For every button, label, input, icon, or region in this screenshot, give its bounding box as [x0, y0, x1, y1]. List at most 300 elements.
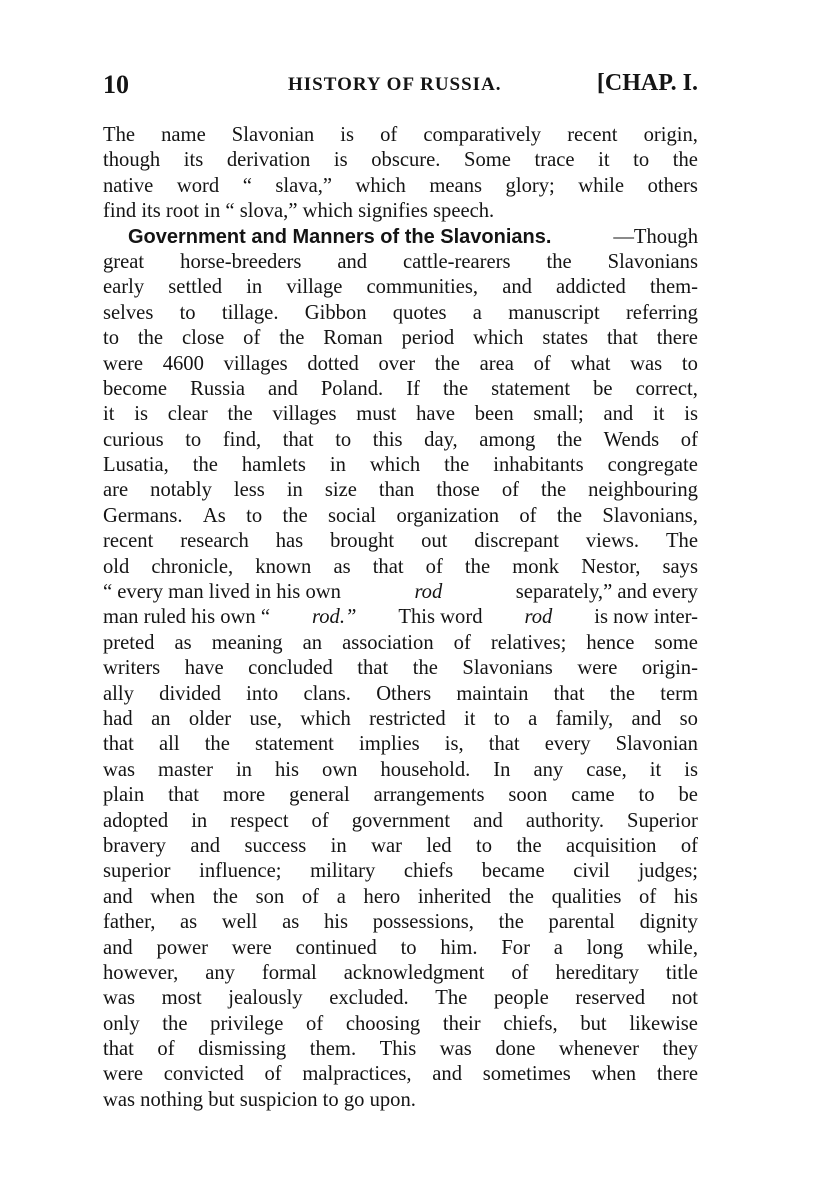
word: the: [556, 428, 583, 451]
word: native: [103, 174, 154, 197]
word: is: [333, 149, 348, 172]
word: so: [679, 707, 698, 730]
word: possessions,: [372, 911, 474, 934]
word: was: [439, 1038, 472, 1061]
word: of: [519, 504, 537, 527]
paragraph-1: [103, 123, 698, 225]
word: inherited: [417, 885, 492, 908]
paragraph-2: [103, 225, 698, 1114]
word: came: [571, 784, 615, 807]
word: villages: [223, 352, 288, 375]
word: master: [158, 758, 213, 781]
word: the: [516, 834, 542, 857]
word: his: [323, 911, 348, 934]
word: the: [282, 504, 308, 527]
section-heading: Government and Manners of the Slavonians.: [128, 225, 552, 248]
text-line: [103, 961, 698, 986]
word: Slavonian: [231, 124, 315, 146]
word: are: [103, 479, 129, 502]
word: villages: [272, 403, 337, 426]
word: dignity: [639, 911, 698, 934]
word: the: [412, 657, 438, 680]
word: the: [204, 733, 230, 756]
word: that: [488, 733, 520, 756]
word: it: [653, 403, 665, 426]
word: and: [432, 1063, 462, 1086]
word: older: [188, 707, 232, 730]
word: its: [183, 149, 204, 172]
word: authority.: [525, 809, 604, 832]
text-line: was nothing but suspicion to go upon.: [103, 1088, 416, 1111]
word: Russia: [190, 377, 246, 400]
word: war: [371, 834, 402, 857]
word: qualities: [551, 885, 622, 908]
word: what: [570, 352, 611, 375]
text-line: [103, 707, 698, 732]
word: period: [401, 327, 455, 350]
word: than: [378, 479, 415, 502]
word: among: [479, 428, 536, 451]
word: were: [103, 1063, 144, 1086]
text-line: [103, 453, 698, 478]
word: continued: [295, 936, 377, 959]
heading-line: [103, 225, 698, 250]
text-line: [103, 529, 698, 554]
word: close: [181, 327, 225, 350]
text-line: [103, 1012, 698, 1037]
word: derivation: [226, 149, 311, 172]
word: when: [591, 1063, 637, 1086]
word: the: [546, 250, 572, 273]
word: an: [151, 707, 171, 730]
text-line: [103, 834, 698, 859]
word: a: [336, 885, 346, 908]
word: the: [540, 479, 567, 502]
word: ally: [103, 682, 134, 705]
word: relatives;: [490, 631, 567, 654]
word: as: [282, 911, 300, 934]
text-fragment: —Though: [613, 225, 698, 248]
word: malpractices,: [302, 1063, 412, 1086]
word: those: [436, 479, 480, 502]
word: while: [578, 174, 625, 197]
word: they: [662, 1038, 698, 1061]
word: and: [502, 276, 532, 299]
word: curious: [103, 428, 164, 451]
word: manuscript: [508, 301, 600, 324]
word: be: [593, 377, 613, 400]
word: out: [421, 530, 448, 553]
text-line: [103, 656, 698, 681]
word: slava,”: [275, 174, 332, 197]
word: the: [672, 149, 698, 172]
word: and: [103, 885, 133, 908]
word: was: [103, 987, 136, 1010]
word: the: [434, 352, 460, 375]
word: as: [333, 555, 351, 578]
word: father,: [103, 911, 156, 934]
word: Slavonians,: [602, 504, 698, 527]
word: maintain: [456, 682, 529, 705]
word: Slavonian: [615, 733, 698, 756]
word: parental: [548, 911, 615, 934]
word: long: [586, 936, 624, 959]
word: to: [400, 936, 417, 959]
word: to: [638, 784, 655, 807]
word: to: [103, 327, 120, 350]
word: notably: [150, 479, 212, 502]
text-line: [103, 859, 698, 884]
word: dotted: [307, 352, 359, 375]
word: were: [577, 657, 618, 680]
word: when: [150, 885, 196, 908]
word: As: [202, 504, 226, 527]
word: neighbouring: [588, 479, 698, 502]
word: well: [221, 911, 258, 934]
word: to: [185, 428, 202, 451]
word: him.: [440, 936, 478, 959]
word: was: [630, 352, 663, 375]
word: judges;: [638, 860, 698, 883]
word: them-: [649, 276, 698, 299]
word: great: [103, 250, 145, 273]
word: is: [684, 403, 698, 426]
word: excluded.: [329, 987, 409, 1010]
word: to: [335, 428, 352, 451]
word: hereditary: [555, 961, 639, 984]
word: find,: [222, 428, 262, 451]
word: that: [282, 428, 314, 451]
word: cattle-rearers: [403, 250, 511, 273]
word: the: [556, 504, 583, 527]
word: and: [190, 834, 221, 857]
word: obscure.: [371, 149, 441, 172]
word: In: [493, 758, 511, 781]
text-line: [103, 986, 698, 1011]
word: Slavonians: [607, 250, 698, 273]
word: clear: [167, 403, 208, 426]
word: acknowledgment: [343, 961, 485, 984]
word: any: [533, 758, 564, 781]
word: hero: [363, 885, 401, 908]
word: household.: [380, 758, 471, 781]
word: while,: [647, 936, 698, 959]
text-line-rod: [103, 580, 698, 605]
word: any: [205, 961, 235, 984]
word: social: [328, 504, 377, 527]
text-line: [103, 885, 698, 910]
word: bravery: [103, 834, 166, 857]
word: became: [481, 860, 545, 883]
word: If: [406, 377, 420, 400]
word: known: [255, 555, 312, 578]
word: of: [511, 961, 529, 984]
word: writers: [103, 657, 161, 680]
word: says: [662, 555, 698, 578]
word: addicted: [556, 276, 626, 299]
word: government: [351, 809, 451, 832]
word: congregate: [607, 454, 698, 477]
text-line: [103, 1037, 698, 1062]
text-line: [103, 275, 698, 300]
word: respect: [230, 809, 289, 832]
word: the: [464, 555, 491, 578]
word: Slavonians: [462, 657, 553, 680]
word: in: [235, 758, 252, 781]
word: though: [103, 149, 161, 172]
text-line: [103, 174, 698, 199]
word: that: [103, 1038, 134, 1061]
word: “: [242, 174, 252, 197]
word: led: [426, 834, 452, 857]
word: whenever: [558, 1038, 639, 1061]
word: the: [498, 911, 524, 934]
word: clans.: [303, 682, 351, 705]
text-line: [103, 732, 698, 757]
word: adopted: [103, 809, 169, 832]
word: in: [246, 276, 263, 299]
word: there: [656, 327, 698, 350]
word: to: [681, 352, 698, 375]
word: is,: [444, 733, 464, 756]
word: has: [275, 530, 304, 553]
word: of: [264, 1063, 282, 1086]
word: use,: [249, 707, 283, 730]
word: Poland.: [320, 377, 384, 400]
word: it: [649, 758, 662, 781]
text-line: [103, 428, 698, 453]
text-fragment: separately,” and every: [515, 581, 698, 604]
text-line: [103, 352, 698, 377]
word: this: [372, 428, 403, 451]
text-line: [103, 809, 698, 834]
word: formal: [261, 961, 317, 984]
word: it: [598, 149, 610, 172]
word: it: [103, 403, 115, 426]
word: of: [243, 327, 261, 350]
word: but: [580, 1012, 607, 1035]
word: of: [639, 885, 657, 908]
word: area: [479, 352, 514, 375]
word: have: [184, 657, 224, 680]
word: hamlets: [241, 454, 306, 477]
word: of: [380, 124, 398, 146]
word: Lusatia,: [103, 454, 169, 477]
word: some: [654, 631, 698, 654]
word: the: [227, 403, 253, 426]
word: his: [673, 885, 698, 908]
word: that: [168, 784, 199, 807]
word: be: [678, 784, 698, 807]
word: of: [306, 1012, 324, 1035]
word: origin,: [643, 124, 698, 146]
word: name: [161, 124, 206, 146]
word: jealously: [228, 987, 303, 1010]
word: Others: [376, 682, 432, 705]
word: dismissing: [198, 1038, 287, 1061]
word: soon: [508, 784, 548, 807]
text-line: [103, 682, 698, 707]
word: settled: [168, 276, 223, 299]
text-fragment: man ruled his own “: [103, 606, 271, 629]
word: the: [212, 885, 238, 908]
word: privilege: [210, 1012, 284, 1035]
word: referring: [625, 301, 698, 324]
word: however,: [103, 961, 179, 984]
word: which: [300, 707, 351, 730]
word: of: [453, 631, 471, 654]
word: of: [533, 352, 551, 375]
word: word: [176, 174, 220, 197]
word: of: [680, 834, 698, 857]
word: people: [493, 987, 549, 1010]
page-number: 10: [103, 70, 129, 99]
word: son: [255, 885, 285, 908]
word: The: [435, 987, 468, 1010]
word: that: [606, 327, 638, 350]
word: Roman: [323, 327, 383, 350]
word: as: [174, 631, 192, 654]
word: divided: [159, 682, 221, 705]
word: communities,: [366, 276, 479, 299]
word: statement: [254, 733, 334, 756]
text-line: [103, 1062, 698, 1087]
word: reserved: [575, 987, 646, 1010]
word: civil: [573, 860, 610, 883]
word: in: [330, 834, 347, 857]
text-line: [103, 478, 698, 503]
word: all: [159, 733, 180, 756]
word: comparatively: [423, 124, 542, 146]
word: tillage.: [221, 301, 279, 324]
text-line: [103, 301, 698, 326]
word: organization: [396, 504, 499, 527]
word: of: [157, 1038, 175, 1061]
word: in: [329, 454, 346, 477]
word: is: [134, 403, 148, 426]
word: the: [192, 454, 218, 477]
word: The: [103, 124, 136, 146]
word: preted: [103, 631, 155, 654]
word: superior: [103, 860, 171, 883]
word: had: [103, 707, 133, 730]
word: Some: [464, 149, 511, 172]
word: to: [476, 834, 493, 857]
text-line: [103, 148, 698, 173]
word: sometimes: [482, 1063, 571, 1086]
word: is: [684, 758, 698, 781]
word: and: [631, 707, 662, 730]
word: to: [633, 149, 650, 172]
word: more: [222, 784, 266, 807]
word: become: [103, 377, 168, 400]
word: association: [342, 631, 434, 654]
word: acquisition: [566, 834, 657, 857]
word: case,: [586, 758, 627, 781]
text-line: [103, 555, 698, 580]
word: the: [444, 454, 470, 477]
text-line: [103, 758, 698, 783]
word: power: [156, 936, 208, 959]
word: and: [268, 377, 298, 400]
word: states: [542, 327, 589, 350]
text-line: [103, 250, 698, 275]
word: The: [665, 530, 698, 553]
word: chronicle,: [151, 555, 234, 578]
word: For: [501, 936, 530, 959]
word: and: [337, 250, 368, 273]
text-fragment: “ every man lived in his own: [103, 581, 341, 604]
word: a: [528, 707, 538, 730]
word: the: [609, 682, 635, 705]
word: chiefs,: [503, 1012, 558, 1035]
word: of: [311, 809, 329, 832]
word: every: [544, 733, 591, 756]
word: likewise: [629, 1012, 698, 1035]
word: a: [472, 301, 482, 324]
text-line-rod: [103, 605, 698, 630]
word: choosing: [345, 1012, 421, 1035]
word: and: [603, 403, 634, 426]
word: were: [103, 352, 144, 375]
word: to: [246, 504, 263, 527]
word: Germans.: [103, 504, 183, 527]
word: quotes: [392, 301, 447, 324]
word: convicted: [163, 1063, 244, 1086]
word: Superior: [626, 809, 698, 832]
word: not: [671, 987, 698, 1010]
text-fragment: This word: [398, 606, 483, 629]
word: research: [180, 530, 249, 553]
word: meaning: [211, 631, 283, 654]
word: selves: [103, 301, 154, 324]
word: glory;: [505, 174, 555, 197]
word: term: [660, 682, 698, 705]
word: there: [656, 1063, 698, 1086]
word: means: [429, 174, 483, 197]
word: influence;: [199, 860, 282, 883]
word: most: [161, 987, 202, 1010]
word: day,: [424, 428, 458, 451]
body-text: [103, 123, 698, 1113]
word: plain: [103, 784, 145, 807]
text-line: [103, 402, 698, 427]
word: his: [274, 758, 300, 781]
word: over: [378, 352, 416, 375]
running-title: HISTORY OF RUSSIA.: [288, 74, 502, 95]
word: have: [416, 403, 455, 426]
word: into: [246, 682, 279, 705]
word: Nestor,: [581, 555, 641, 578]
word: a: [553, 936, 563, 959]
word: views.: [585, 530, 640, 553]
word: correct,: [635, 377, 698, 400]
word: and: [103, 936, 133, 959]
word: which: [473, 327, 524, 350]
text-fragment: is now inter-: [594, 606, 698, 629]
word: horse-breeders: [180, 250, 302, 273]
word: restricted: [369, 707, 446, 730]
word: success: [244, 834, 307, 857]
word: own: [322, 758, 358, 781]
word: the: [508, 885, 534, 908]
word: the: [442, 377, 469, 400]
word: must: [356, 403, 397, 426]
word: early: [103, 276, 145, 299]
word: only: [103, 1012, 140, 1035]
word: less: [233, 479, 265, 502]
word: statement: [491, 377, 571, 400]
